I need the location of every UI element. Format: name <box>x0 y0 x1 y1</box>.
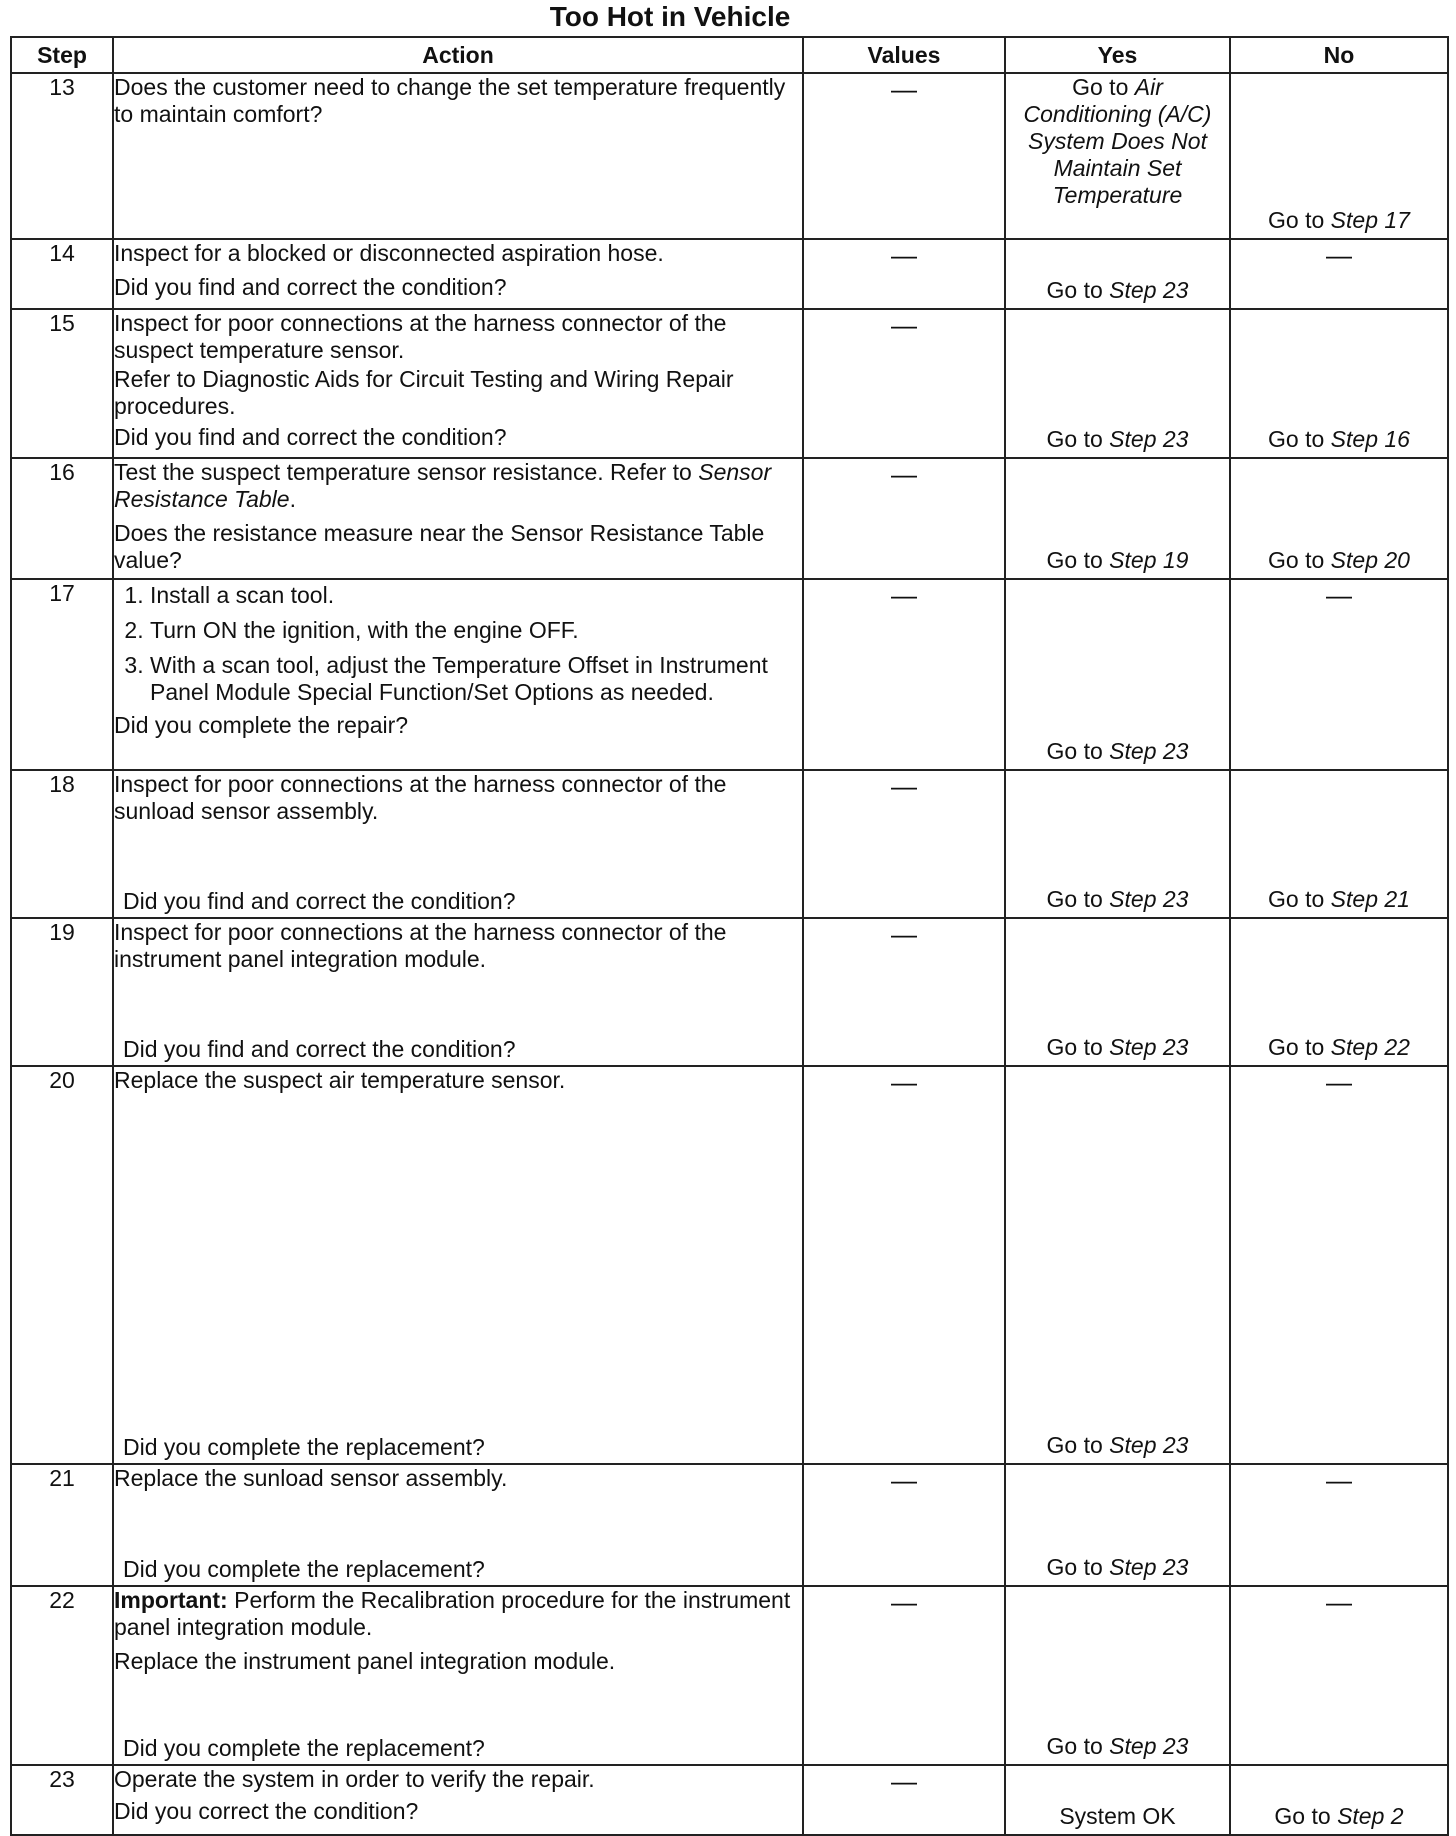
list-item: 1. Install a scan tool. <box>150 582 802 609</box>
yes-cell <box>1005 579 1230 770</box>
table-row <box>11 1066 1448 1464</box>
step-number: 19 <box>11 918 113 1066</box>
yes-cell <box>1005 1066 1230 1464</box>
header-no: No <box>1230 37 1448 73</box>
action-text: Inspect for poor connections at the harness connector of the suspect temperature sensor. <box>114 310 727 363</box>
header-row <box>11 37 1448 73</box>
step-number: 21 <box>11 1464 113 1586</box>
values-cell: — <box>803 309 1005 458</box>
action-question: Did you complete the repair? <box>114 712 409 738</box>
action-cell <box>113 1464 803 1586</box>
action-question: Did you complete the replacement? <box>123 1735 485 1761</box>
action-text: Replace the sunload sensor assembly. <box>114 1465 508 1491</box>
no-prefix: Go to <box>1268 1034 1331 1060</box>
yes-prefix: Go to <box>1046 426 1110 452</box>
yes-link[interactable]: Step 23 <box>1109 1432 1189 1458</box>
values-cell: — <box>803 918 1005 1066</box>
yes-cell <box>1005 1464 1230 1586</box>
important-label: Important: <box>114 1587 228 1613</box>
yes-prefix: Go to <box>1072 74 1135 100</box>
no-link[interactable]: Step 17 <box>1330 207 1410 233</box>
list-item: 2. Turn ON the ignition, with the engine OFF. <box>150 617 802 644</box>
yes-cell <box>1005 73 1230 239</box>
yes-prefix: Go to <box>1046 738 1110 764</box>
step-number: 23 <box>11 1765 113 1835</box>
action-question: Did you find and correct the condition? <box>123 888 516 914</box>
action-text: Does the customer need to change the set temperature frequently to maintain comfort? <box>114 74 786 127</box>
yes-prefix: Go to <box>1046 1733 1110 1759</box>
yes-prefix: Go to <box>1046 1432 1110 1458</box>
yes-link[interactable]: Step 23 <box>1109 277 1189 303</box>
table-row <box>11 1586 1448 1765</box>
no-cell <box>1230 309 1448 458</box>
action-cell <box>113 1066 803 1464</box>
yes-cell <box>1005 770 1230 918</box>
no-cell <box>1230 73 1448 239</box>
action-cell <box>113 1586 803 1765</box>
no-cell: — <box>1230 1066 1448 1464</box>
no-cell: — <box>1230 1464 1448 1586</box>
list-item: 3. With a scan tool, adjust the Temperature Offset in Instrument Panel Module Special Function/Set Options as needed. <box>150 652 802 706</box>
diagnostic-table <box>10 36 1449 1836</box>
yes-link[interactable]: Step 23 <box>1109 886 1189 912</box>
no-cell: — <box>1230 579 1448 770</box>
table-row <box>11 579 1448 770</box>
table-row <box>11 918 1448 1066</box>
action-question: Did you complete the replacement? <box>123 1556 485 1582</box>
yes-cell <box>1005 1765 1230 1835</box>
values-cell: — <box>803 770 1005 918</box>
important-text: Perform the Recalibration procedure for the instrument panel integration module. <box>114 1587 791 1640</box>
no-prefix: Go to <box>1268 426 1331 452</box>
no-cell <box>1230 458 1448 579</box>
action-text: Replace the suspect air temperature sensor. <box>114 1067 566 1093</box>
action-cell <box>113 309 803 458</box>
action-steps-list <box>114 582 802 706</box>
yes-link[interactable]: Step 23 <box>1109 738 1189 764</box>
yes-prefix: Go to <box>1046 886 1110 912</box>
action-cell <box>113 239 803 309</box>
step-number: 15 <box>11 309 113 458</box>
action-text-part: Test the suspect temperature sensor resistance. Refer to <box>114 459 699 485</box>
yes-prefix: Go to <box>1046 1034 1110 1060</box>
action-question: Did you complete the replacement? <box>123 1434 485 1460</box>
action-text: Inspect for poor connections at the harness connector of the sunload sensor assembly. <box>114 771 727 824</box>
values-cell: — <box>803 1765 1005 1835</box>
action-reference: Refer to Diagnostic Aids for Circuit Testing and Wiring Repair procedures. <box>114 366 734 419</box>
action-question: Did you find and correct the condition? <box>114 274 507 300</box>
step-number: 16 <box>11 458 113 579</box>
no-link[interactable]: Step 16 <box>1330 426 1410 452</box>
yes-link[interactable]: Step 23 <box>1109 426 1189 452</box>
table-row <box>11 770 1448 918</box>
yes-link[interactable]: Step 23 <box>1109 1733 1189 1759</box>
action-text: Test the suspect temperature sensor resistance. Refer to Sensor Resistance Table. <box>114 459 772 512</box>
header-action: Action <box>113 37 803 73</box>
page-title: Too Hot in Vehicle <box>549 1 791 32</box>
table-row <box>11 309 1448 458</box>
no-link[interactable]: Step 21 <box>1330 886 1410 912</box>
action-cell <box>113 73 803 239</box>
action-question: Does the resistance measure near the Sensor Resistance Table value? <box>114 520 765 573</box>
no-prefix: Go to <box>1268 547 1331 573</box>
action-text: Operate the system in order to verify the repair. <box>114 1766 595 1792</box>
values-cell: — <box>803 458 1005 579</box>
sensor-resistance-table-link[interactable]: Sensor Resistance Table <box>114 459 772 512</box>
no-link[interactable]: Step 2 <box>1337 1803 1404 1829</box>
no-cell: — <box>1230 239 1448 309</box>
important-note <box>114 1587 802 1641</box>
values-cell: — <box>803 1586 1005 1765</box>
no-cell <box>1230 1765 1448 1835</box>
step-number: 18 <box>11 770 113 918</box>
table-row <box>11 73 1448 239</box>
yes-cell <box>1005 309 1230 458</box>
yes-cell <box>1005 458 1230 579</box>
yes-link[interactable]: Step 19 <box>1109 547 1189 573</box>
no-prefix: Go to <box>1268 886 1331 912</box>
no-prefix: Go to <box>1274 1803 1338 1829</box>
header-yes: Yes <box>1005 37 1230 73</box>
no-link[interactable]: Step 20 <box>1330 547 1410 573</box>
yes-cell <box>1005 239 1230 309</box>
yes-cell <box>1005 918 1230 1066</box>
step-number: 17 <box>11 579 113 770</box>
action-cell <box>113 918 803 1066</box>
system-ok-text: System OK <box>1059 1803 1176 1829</box>
values-cell: — <box>803 239 1005 309</box>
action-cell <box>113 770 803 918</box>
table-row <box>11 239 1448 309</box>
no-cell <box>1230 918 1448 1066</box>
action-question: Did you find and correct the condition? <box>114 424 507 450</box>
header-values: Values <box>803 37 1005 73</box>
yes-link[interactable]: Step 23 <box>1109 1034 1189 1060</box>
action-text: Inspect for poor connections at the harness connector of the instrument panel integration module. <box>114 919 727 972</box>
table-row <box>11 1765 1448 1835</box>
action-text: Inspect for a blocked or disconnected aspiration hose. <box>114 240 664 266</box>
yes-prefix: Go to <box>1046 277 1110 303</box>
header-step: Step <box>11 37 113 73</box>
values-cell: — <box>803 73 1005 239</box>
yes-cell <box>1005 1586 1230 1765</box>
no-link[interactable]: Step 22 <box>1330 1034 1410 1060</box>
action-question: Did you find and correct the condition? <box>123 1036 516 1062</box>
values-cell: — <box>803 579 1005 770</box>
step-number: 13 <box>11 73 113 239</box>
yes-link[interactable]: Step 23 <box>1109 1554 1189 1580</box>
values-cell: — <box>803 1066 1005 1464</box>
table-row <box>11 458 1448 579</box>
no-prefix: Go to <box>1268 207 1331 233</box>
yes-link[interactable]: Air Conditioning (A/C) System Does Not Maintain Set Temperature <box>1023 74 1212 208</box>
values-cell: — <box>803 1464 1005 1586</box>
action-cell <box>113 1765 803 1835</box>
step-number: 20 <box>11 1066 113 1464</box>
table-row <box>11 1464 1448 1586</box>
yes-prefix: Go to <box>1046 547 1110 573</box>
step-number: 14 <box>11 239 113 309</box>
yes-prefix: Go to <box>1046 1554 1110 1580</box>
step-number: 22 <box>11 1586 113 1765</box>
action-cell <box>113 579 803 770</box>
action-cell <box>113 458 803 579</box>
action-text: Replace the instrument panel integration module. <box>114 1648 616 1674</box>
no-cell: — <box>1230 1586 1448 1765</box>
action-question: Did you correct the condition? <box>114 1798 419 1824</box>
no-cell <box>1230 770 1448 918</box>
